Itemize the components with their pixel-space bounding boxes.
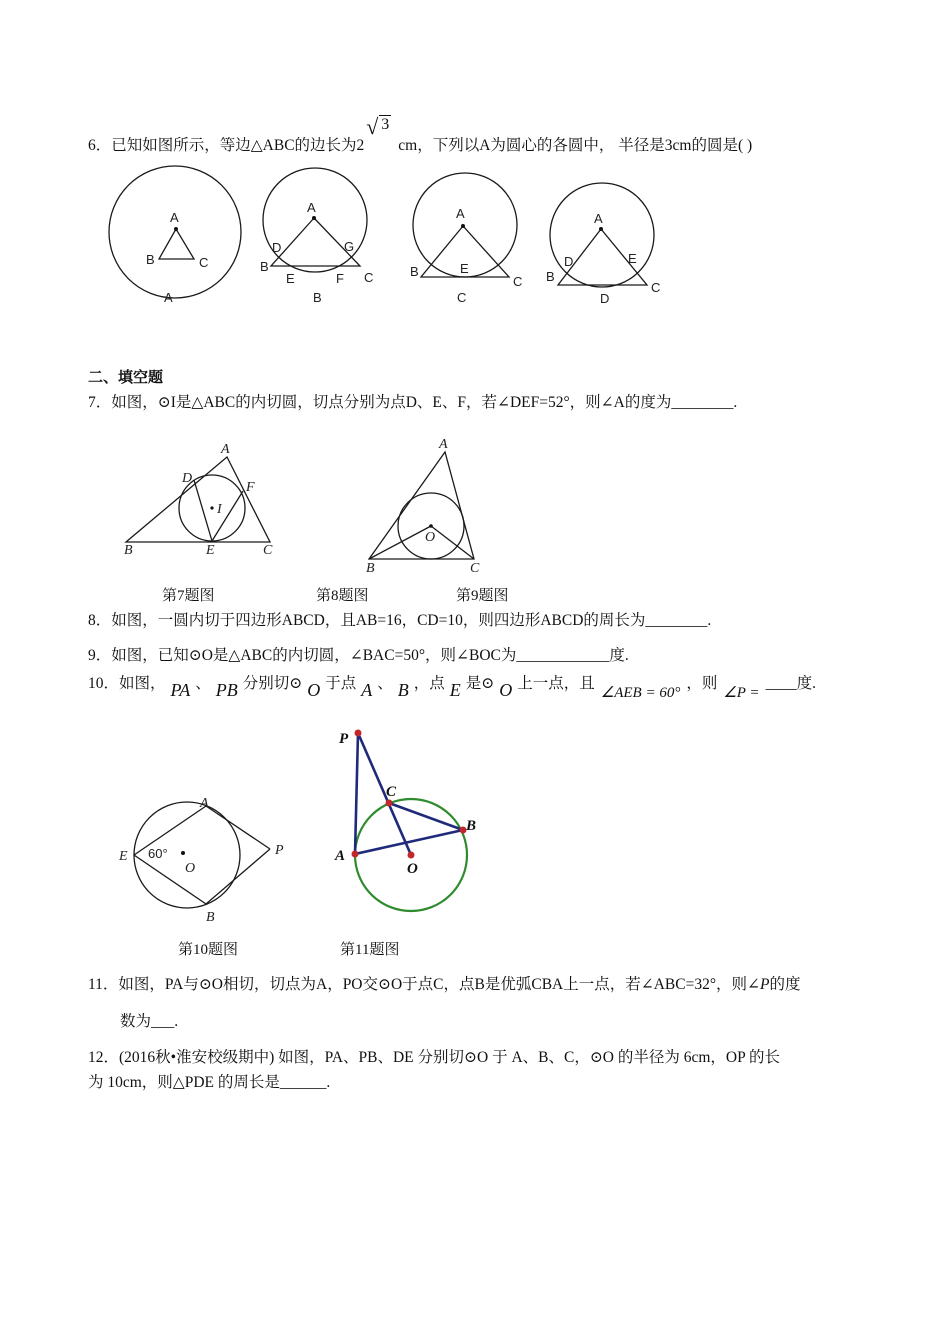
fig6d-point-A xyxy=(599,227,603,231)
fig11-label-B: B xyxy=(466,818,477,834)
fig11-label-C: C xyxy=(386,784,397,800)
fig10-point-O xyxy=(181,851,185,855)
fig10-tangent-PB xyxy=(206,849,270,904)
fig10-segment-EB xyxy=(134,855,206,904)
fig10-label-B: B xyxy=(206,910,215,925)
q10-part: ，点 xyxy=(413,675,445,692)
fig8-segment-OB xyxy=(369,526,431,559)
fig11-point-C xyxy=(386,800,393,807)
question-6-prefix: 6．已知如图所示，等边△ABC的边长为2 xyxy=(88,137,365,154)
fig7-triangle xyxy=(126,457,270,542)
q10-math-angle-P: ∠P = xyxy=(723,685,760,701)
q10-part: 上一点，且 xyxy=(517,675,595,692)
fig7-label-E: E xyxy=(206,543,215,558)
fig8 xyxy=(366,437,480,576)
fig6b-label-G: G xyxy=(344,239,355,254)
fig7-label-F: F xyxy=(246,480,255,495)
fig10-segment-EA xyxy=(134,806,206,855)
fig6b-label-E: E xyxy=(286,271,295,286)
fig8-label-C: C xyxy=(470,561,480,576)
fig6d-circle xyxy=(550,183,654,287)
question-8: 8．如图，一圆内切于四边形ABCD，且AB=16，CD=10，则四边形ABCD的周长为________. xyxy=(88,612,712,629)
question-12-line-2: 为 10cm，则△PDE 的周长是______. xyxy=(88,1074,331,1091)
radical-sign: √ xyxy=(366,114,379,139)
fig8-triangle xyxy=(369,452,474,559)
fig7-label-B: B xyxy=(124,543,133,558)
fig6b-label-F: F xyxy=(336,271,344,286)
fig10-label-P: P xyxy=(275,843,284,858)
q10-math-PA: PA xyxy=(170,680,191,700)
fig8-label-A: A xyxy=(439,437,448,452)
fig10-angle-label: 60° xyxy=(148,846,168,861)
fig6a-triangle xyxy=(159,229,194,259)
fig6b-label-D: D xyxy=(272,240,282,255)
fig6a-label-A: A xyxy=(170,210,179,225)
caption-fig8: 第8题图 xyxy=(316,588,369,604)
fig6-option-c xyxy=(410,173,522,305)
fig11-point-A xyxy=(352,851,359,858)
fig8-label-B: B xyxy=(366,561,375,576)
question-7: 7．如图，⊙I是△ABC的内切圆，切点分别为点D、E、F，若∠DEF=52°，则∠A的度为________. xyxy=(88,394,738,411)
fig6c-point-A xyxy=(461,224,465,228)
fig8-segment-OC xyxy=(431,526,474,559)
fig6d-label-C: C xyxy=(651,280,661,295)
q10-math-B: B xyxy=(397,680,409,700)
q10-math-O: O xyxy=(307,680,321,700)
question-9: 9．如图，已知⊙O是△ABC的内切圆，∠BAC=50°，则∠BOC为____________度. xyxy=(88,647,629,664)
question-12-line-1: 12．(2016秋•淮安校级期中) 如图，PA、PB、DE 分别切⊙O 于 A、B、C，⊙O 的半径为 6cm，OP 的长 xyxy=(88,1049,781,1066)
fig6c-label-E: E xyxy=(460,261,469,276)
q11-math-P: P xyxy=(760,976,770,993)
fig7-label-C: C xyxy=(263,543,273,558)
q11-text-b: 的度 xyxy=(769,976,801,993)
fig6a-point-A xyxy=(174,227,178,231)
fig7-label-A: A xyxy=(221,442,230,457)
fig6a-label-C: C xyxy=(199,255,209,270)
radicand: 3 xyxy=(381,116,390,133)
fig6d-label-E: E xyxy=(628,251,637,266)
q10-part: ____度. xyxy=(765,675,816,692)
q10-part: 是⊙ xyxy=(465,675,495,692)
fig6b-point-A xyxy=(312,216,316,220)
q10-part: 于点 xyxy=(325,675,357,692)
q10-part: 、 xyxy=(195,675,211,692)
fig11-label-A: A xyxy=(335,848,346,864)
fig6-option-a xyxy=(109,166,241,305)
fig6d-caption: D xyxy=(600,291,610,306)
question-6-suffix: cm，下列以A为圆心的各圆中， 半径是3cm的圆是( ) xyxy=(398,137,753,154)
fig6d-label-B: B xyxy=(546,269,555,284)
fig6b-label-A: A xyxy=(307,200,316,215)
fig10-label-O: O xyxy=(185,861,196,876)
fig6c-label-A: A xyxy=(456,206,465,221)
fig11-label-O: O xyxy=(407,861,418,877)
q10-part: 分别切⊙ xyxy=(242,675,303,692)
fig6d-label-A: A xyxy=(594,211,603,226)
fig11-segment-PO xyxy=(358,733,411,855)
caption-fig10: 第10题图 xyxy=(178,942,239,958)
fig10 xyxy=(118,796,284,925)
caption-fig11: 第11题图 xyxy=(340,942,400,958)
caption-fig7: 第7题图 xyxy=(162,588,215,604)
q10-math-angle-AEB: ∠AEB = 60° xyxy=(600,685,681,701)
fig6b-label-C: C xyxy=(364,270,374,285)
caption-fig9: 第9题图 xyxy=(456,588,509,604)
fig6b-caption: B xyxy=(313,290,322,305)
fig6c-label-C: C xyxy=(513,274,523,289)
section-title-fill-in: 二、填空题 xyxy=(88,368,164,386)
q10-math-PB: PB xyxy=(215,680,238,700)
q10-math-O: O xyxy=(499,680,513,700)
fig11-point-P xyxy=(355,730,362,737)
q11-text-a: 11．如图，PA与⊙O相切，切点为A，PO交⊙O于点C，点B是优弧CBA上一点，若∠ABC=32°，则∠ xyxy=(88,976,761,993)
fig6-option-b xyxy=(260,168,373,305)
fig7-segment-DE xyxy=(194,480,212,541)
fig6a-label-B: B xyxy=(146,252,155,267)
fig7-label-D: D xyxy=(182,471,193,486)
fig8-label-O: O xyxy=(425,530,436,545)
fig6d-label-D: D xyxy=(564,254,574,269)
fig11-label-P: P xyxy=(339,731,349,747)
fig7-label-I: I xyxy=(217,502,222,517)
q10-math-A: A xyxy=(361,680,373,700)
fig6b-label-B: B xyxy=(260,259,269,274)
fig6a-caption: A xyxy=(164,290,173,305)
q10-math-E: E xyxy=(449,680,461,700)
question-11-line-2: 数为___. xyxy=(120,1013,179,1030)
q10-part: 10．如图， xyxy=(88,675,166,692)
fig7 xyxy=(124,442,273,558)
fig11 xyxy=(334,730,476,912)
fig8-point-O xyxy=(429,524,433,528)
q10-part: ，则 xyxy=(686,675,718,692)
fig6-option-d xyxy=(546,183,660,306)
fig11-point-O xyxy=(408,852,415,859)
fig6c-label-B: B xyxy=(410,264,419,279)
fig10-label-A: A xyxy=(200,796,209,811)
q10-part: 、 xyxy=(377,675,393,692)
fig7-point-I xyxy=(210,506,213,509)
fig6c-caption: C xyxy=(457,290,467,305)
fig10-label-E: E xyxy=(119,849,128,864)
